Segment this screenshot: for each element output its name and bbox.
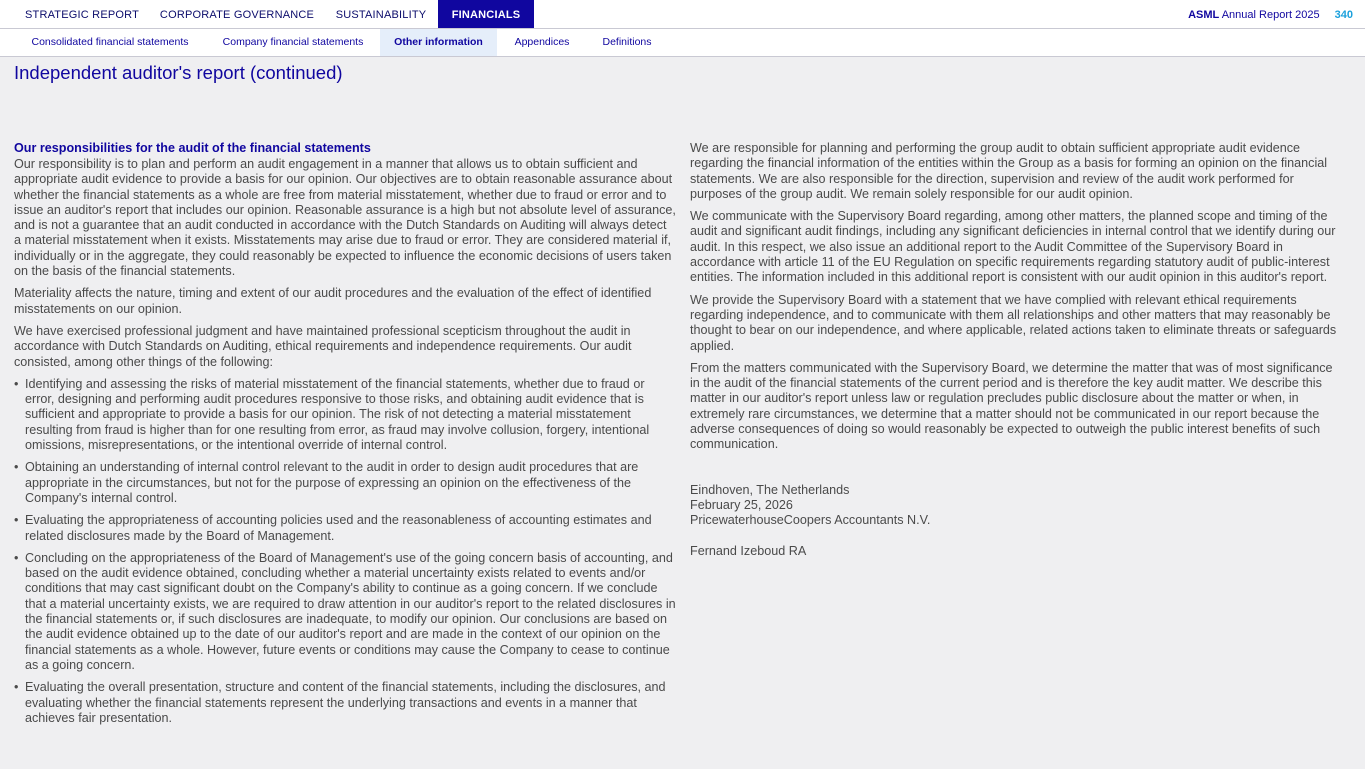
paragraph: We have exercised professional judgment and have maintained professional scepticism throughout the audit in accordance with Dutch Standards on Auditing, ethical requirements and independence requirements. Our audit consisted, among other things of the following:: [14, 323, 632, 369]
paragraph: From the matters communicated with the Supervisory Board, we determine the matter that was of most significance in the audit of the financial statements of the current period and is therefore the key audit matter. We describe this matter in our auditor's report unless law or regulation precludes public disclosure about the matter or when, in extremely rare circumstances, we determine that a matter should not be communicated in our report because the adverse consequences of doing so would reasonably be expected to outweigh the public interest benefits of such communication.: [690, 360, 1333, 452]
report-brand: [1188, 0, 1353, 28]
subnav-other-information[interactable]: Other information: [380, 29, 497, 56]
signature-place: Eindhoven, The Netherlands: [690, 482, 850, 497]
list-item: • Obtaining an understanding of internal control relevant to the audit in order to design audit procedures that are appropriate in the circumstances, but not for the purpose of expressing an opinion on the effectiveness of the Company's internal control.: [14, 460, 676, 506]
subnav-appendices[interactable]: Appendices: [514, 36, 570, 48]
page-number: 340: [1334, 9, 1353, 21]
paragraph: Materiality affects the nature, timing and extent of our audit procedures and the evaluation of the effect of identified misstatements on our opinion.: [14, 286, 652, 316]
sub-navigation: [0, 29, 1365, 57]
section-heading: Our responsibilities for the audit of the financial statements: [14, 141, 371, 155]
list-item: • Evaluating the appropriateness of accounting policies used and the reasonableness of accounting estimates and related disclosures made by the Board of Management.: [14, 513, 676, 544]
subnav-company-financial-statements[interactable]: Company financial statements: [222, 36, 364, 48]
paragraph: Our responsibility is to plan and perform an audit engagement in a manner that allows us to obtain sufficient and appropriate audit evidence to provide a basis for our opinion. Our objectives are to obtain reasonable assurance about whether the financial statements as a whole are free from material misstatement, whether due to fraud or error and to issue an auditor's report that includes our opinion. Reasonable assurance is a high but not absolute level of assurance, and is not a guarantee that an audit conducted in accordance with the Dutch Standards on Auditing will always detect a material misstatement when it exists. Misstatements may arise due to fraud or error. They are considered material if, individually or in the aggregate, they could reasonably be expected to influence the economic decisions of users taken on the basis of the financial statements.: [14, 157, 676, 279]
paragraph: We communicate with the Supervisory Board regarding, among other matters, the planned scope and timing of the audit and significant audit findings, including any significant deficiencies in internal control that we identify during our audit. In this respect, we also issue an additional report to the Audit Committee of the Supervisory Board in accordance with article 11 of the EU Regulation on specific requirements regarding statutory audit of public-interest entities. The information included in this additional report is consistent with our audit opinion in this auditor's report.: [690, 209, 1336, 285]
responsibilities-list: [14, 377, 676, 726]
paragraph: We are responsible for planning and performing the group audit to obtain sufficient appropriate audit evidence regarding the financial information of the entities within the Group as a basis for forming an opinion on the financial statements. We are also responsible for the direction, supervision and review of the audit work performed for purposes of the group audit. We remain solely responsible for our audit opinion.: [690, 141, 1328, 201]
signature-signer: Fernand Izeboud RA: [690, 543, 807, 558]
subnav-consolidated-financial-statements[interactable]: Consolidated financial statements: [31, 36, 189, 48]
tab-sustainability[interactable]: SUSTAINABILITY: [335, 9, 427, 21]
page-title: Independent auditor's report (continued): [14, 62, 343, 83]
left-column: [14, 140, 676, 733]
tab-corporate-governance[interactable]: CORPORATE GOVERNANCE: [159, 9, 315, 21]
signature-firm: PricewaterhouseCoopers Accountants N.V.: [690, 513, 931, 528]
signature-date: February 25, 2026: [690, 497, 793, 512]
right-column: [690, 141, 1345, 559]
signature-block: [690, 483, 1345, 559]
list-item: • Evaluating the overall presentation, structure and content of the financial statements, including the disclosures, and evaluating whether the financial statements represent the underlying transactions and events in a manner that achieves fair presentation.: [14, 680, 676, 726]
list-item: • Identifying and assessing the risks of material misstatement of the financial statements, whether due to fraud or error, designing and performing audit procedures responsive to those risks, and obtaining audit evidence that is sufficient and appropriate to provide a basis for our opinion. The risk of not detecting a material misstatement resulting from fraud is higher than for one resulting from error, as fraud may involve collusion, forgery, intentional omissions, misrepresentations, or the intentional override of internal control.: [14, 377, 676, 453]
list-item: • Concluding on the appropriateness of the Board of Management's use of the going concern basis of accounting, and based on the audit evidence obtained, concluding whether a material uncertainty exists related to events and/or conditions that may cast significant doubt on the Company's ability to continue as a going concern. If we conclude that a material uncertainty exists, we are required to draw attention in our auditor's report to the related disclosures in the financial statements or, if such disclosures are inadequate, to modify our opinion. Our conclusions are based on the audit evidence obtained up to the date of our auditor's report and are made in the context of our opinion on the financial statements as a whole. However, future events or conditions may cause the Company to cease to continue as a going concern.: [14, 551, 676, 673]
tab-strategic-report[interactable]: STRATEGIC REPORT: [24, 9, 140, 21]
tab-financials[interactable]: FINANCIALS: [438, 0, 534, 28]
subnav-definitions[interactable]: Definitions: [602, 36, 652, 48]
paragraph: We provide the Supervisory Board with a statement that we have complied with relevant ethical requirements regarding independence, and to communicate with them all relationships and other matters that may reasonably be thought to bear on our independence, and where applicable, related actions taken to eliminate threats or safeguards applied.: [690, 292, 1337, 353]
brand-title: Annual Report 2025: [1221, 9, 1320, 21]
brand-name: ASML: [1188, 9, 1220, 21]
top-navigation: [0, 0, 1365, 29]
